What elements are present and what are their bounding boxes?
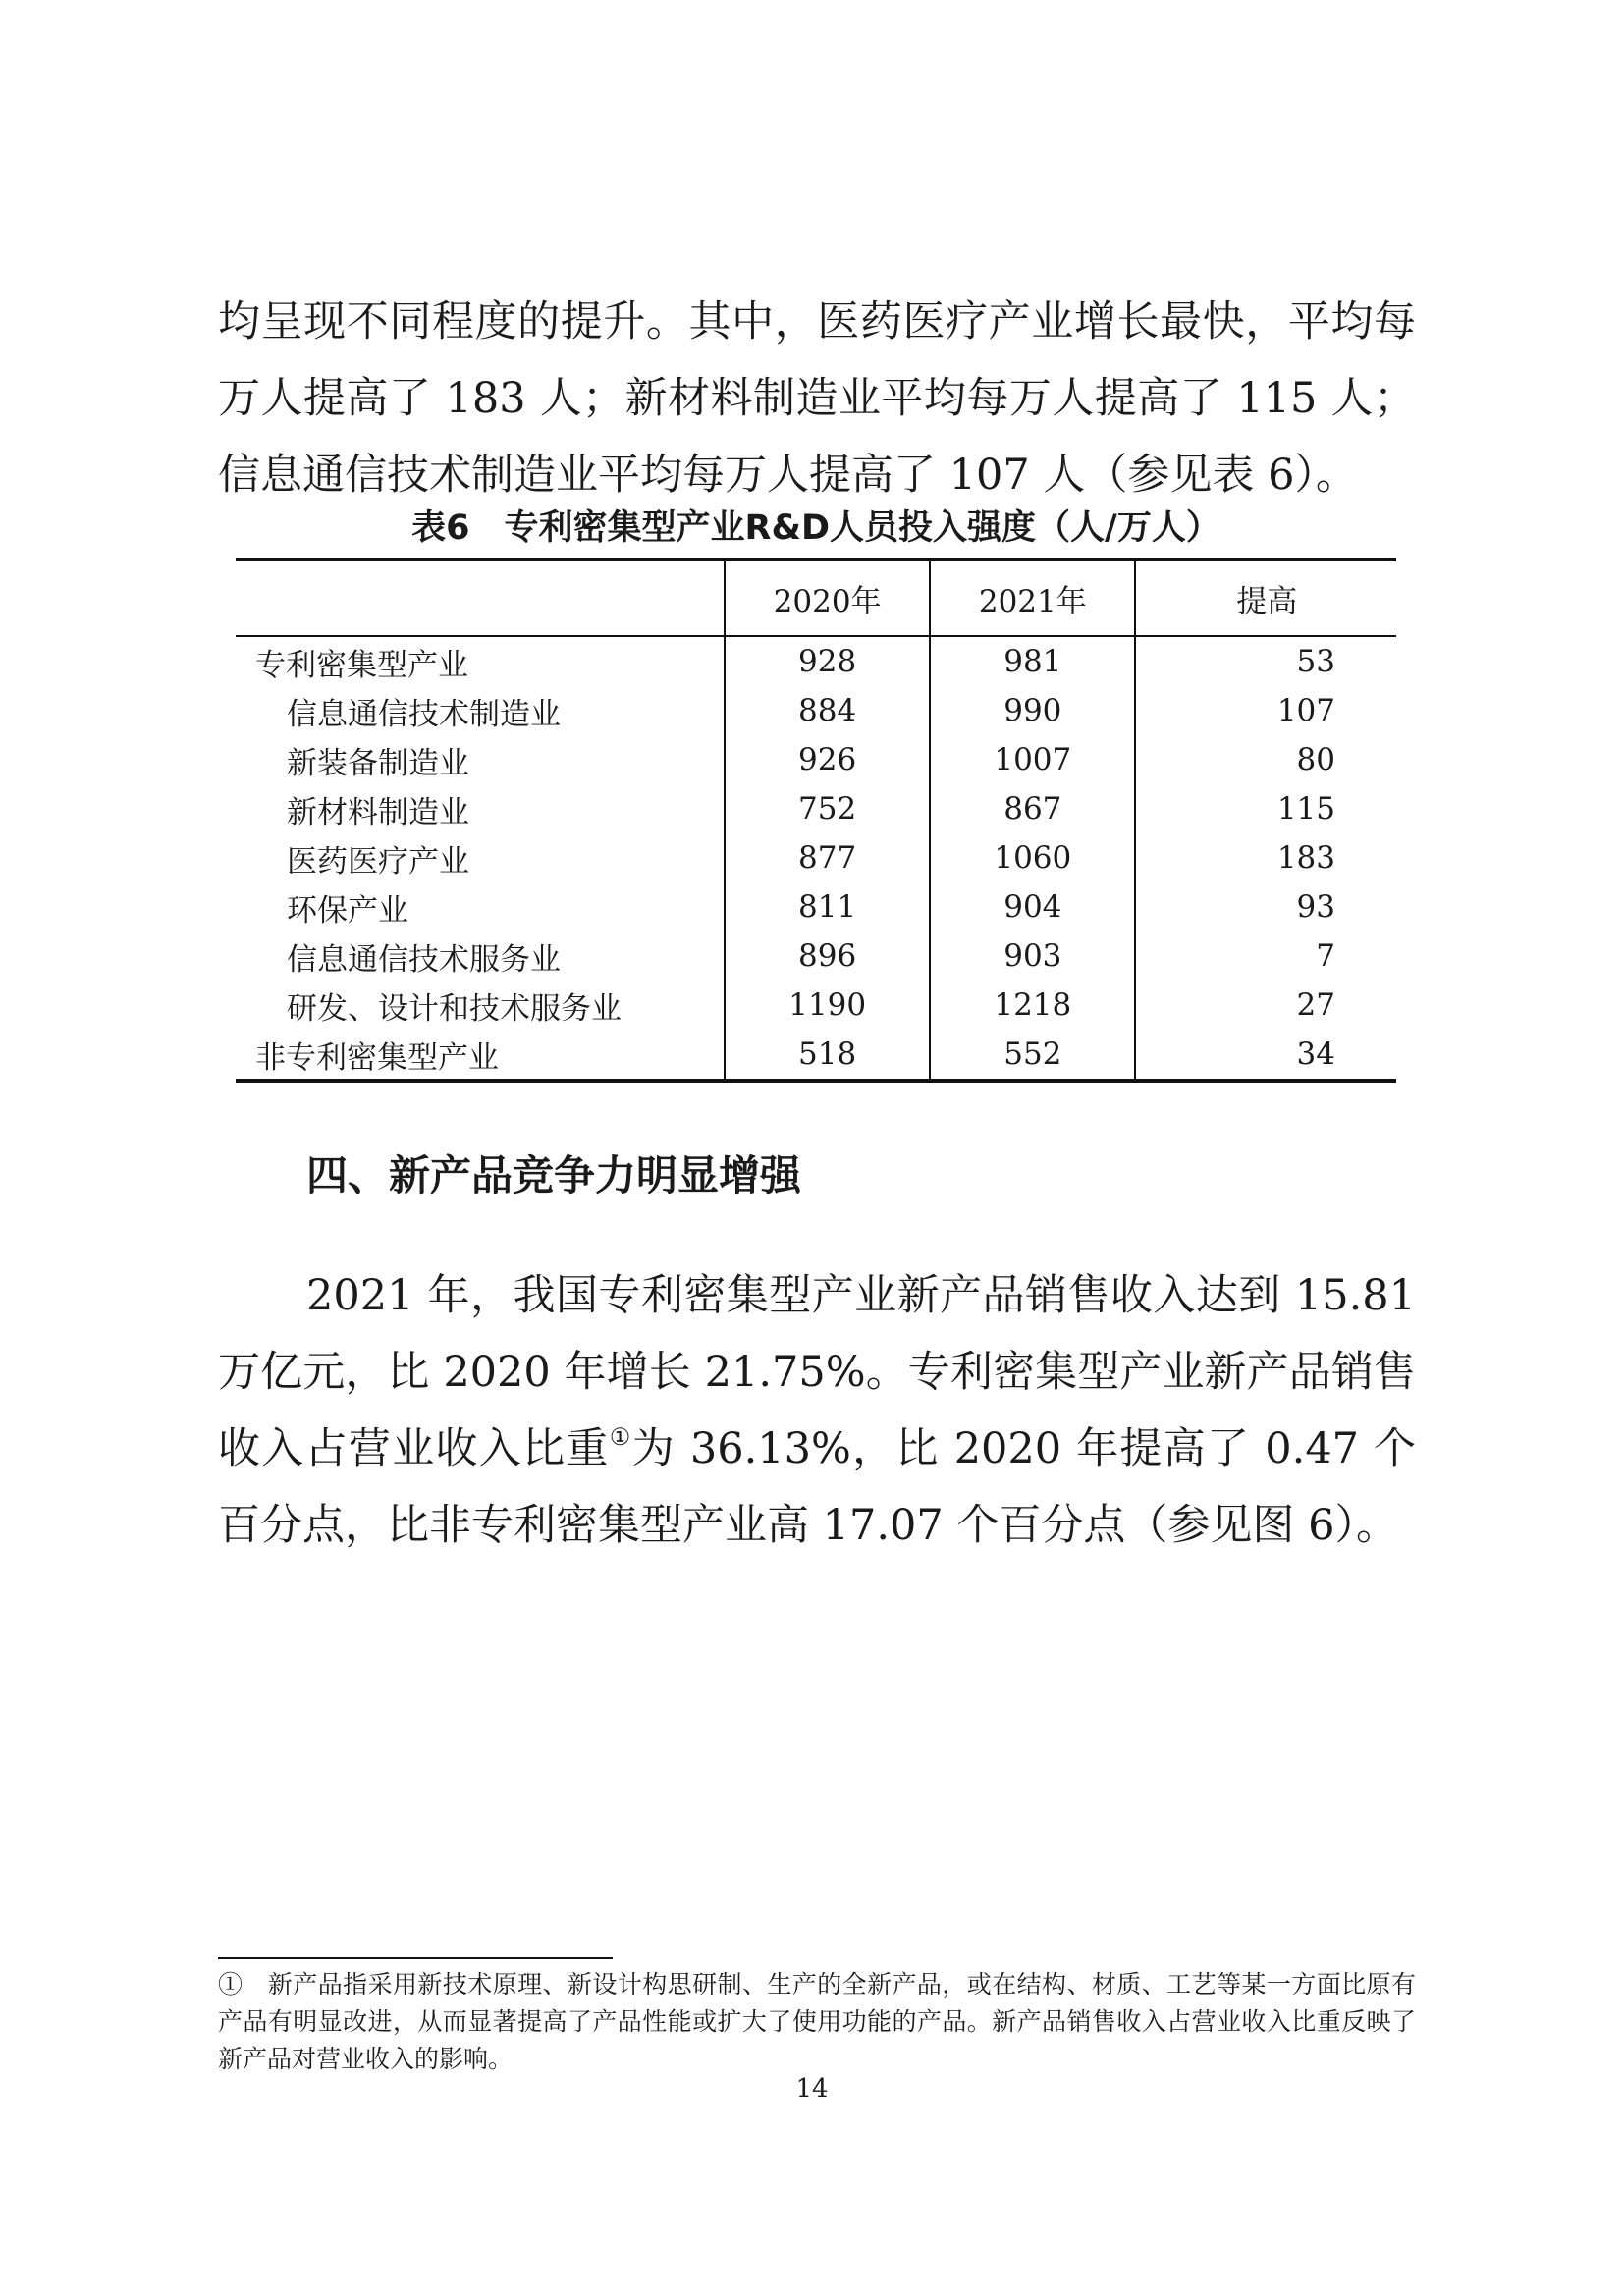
- row-name: 研发、设计和技术服务业: [287, 990, 622, 1027]
- footnote-text: 新产品指采用新技术原理、新设计构思研制、生产的全新产品，或在结构、材质、工艺等某一方面比原有产品有明显改进，从而显著提高了产品性能或扩大了使用功能的产品。新产品销售收入占营业收入比重反映了新产品对营业收入的影响。: [218, 1970, 1416, 2073]
- table-row: [236, 784, 1396, 833]
- row-2021: 903: [930, 932, 1135, 981]
- row-name: 信息通信技术制造业: [287, 696, 561, 732]
- table-row: [236, 636, 1396, 686]
- row-2020: 926: [725, 735, 930, 784]
- table-title: 表6 专利密集型产业R&D人员投入强度（人/万人）: [411, 508, 1220, 548]
- row-increase: 107: [1135, 686, 1396, 735]
- footnote: [218, 1966, 1416, 2078]
- row-2020: 811: [725, 882, 930, 932]
- header-increase: 提高: [1135, 560, 1396, 636]
- footnote-divider: [218, 1957, 613, 1959]
- row-increase: 183: [1135, 833, 1396, 882]
- row-2021: 904: [930, 882, 1135, 932]
- row-2020: 877: [725, 833, 930, 882]
- row-2021: 990: [930, 686, 1135, 735]
- header-2020: 2020年: [725, 560, 930, 636]
- table-row: [236, 932, 1396, 981]
- row-2020: 518: [725, 1030, 930, 1081]
- table-row: [236, 833, 1396, 882]
- row-increase: 93: [1135, 882, 1396, 932]
- row-2021: 1007: [930, 735, 1135, 784]
- row-2020: 1190: [725, 981, 930, 1030]
- row-increase: 7: [1135, 932, 1396, 981]
- section-heading: 四、新产品竞争力明显增强: [306, 1151, 802, 1200]
- table-row: [236, 882, 1396, 932]
- row-2021: 552: [930, 1030, 1135, 1081]
- table-row: [236, 1030, 1396, 1081]
- header-industry: [236, 560, 725, 636]
- row-name: 新材料制造业: [287, 794, 469, 830]
- table-row: [236, 735, 1396, 784]
- row-name: 医药医疗产业: [287, 843, 469, 880]
- row-increase: 80: [1135, 735, 1396, 784]
- paragraph-text: 2021 年，我国专利密集型产业新产品销售收入达到 15.81 万亿元，比 2020 年增长 21.75%。专利密集型产业新产品销售收入占营业收入比重: [218, 1271, 1416, 1473]
- row-2020: 896: [725, 932, 930, 981]
- row-2021: 1060: [930, 833, 1135, 882]
- footnote-reference[interactable]: ①: [609, 1423, 632, 1451]
- table-row: [236, 981, 1396, 1030]
- row-name: 专利密集型产业: [255, 647, 468, 683]
- row-name: 信息通信技术服务业: [287, 941, 561, 978]
- row-name: 环保产业: [287, 892, 408, 929]
- row-name: 非专利密集型产业: [236, 1030, 725, 1081]
- paragraph-text: 为 36.13%，比 2020 年提高了 0.47 个百分点，比非专利密集型产业高 17.07 个百分点（参见图 6）。: [218, 1424, 1417, 1550]
- row-2021: 867: [930, 784, 1135, 833]
- row-increase: 27: [1135, 981, 1396, 1030]
- table-row: [236, 686, 1396, 735]
- body-paragraph-2: [218, 1257, 1416, 1564]
- row-increase: 115: [1135, 784, 1396, 833]
- row-2020: 752: [725, 784, 930, 833]
- header-2021: 2021年: [930, 560, 1135, 636]
- row-2021: 981: [930, 636, 1135, 686]
- body-paragraph-1: 均呈现不同程度的提升。其中，医药医疗产业增长最快，平均每万人提高了 183 人；新材料制造业平均每万人提高了 115 人；信息通信技术制造业平均每万人提高了 107 人（参见表 6）。: [218, 297, 1416, 500]
- footnote-mark: ①: [218, 1970, 244, 1999]
- row-2021: 1218: [930, 981, 1135, 1030]
- page-number: 14: [795, 2074, 829, 2104]
- row-2020: 928: [725, 636, 930, 686]
- row-2020: 884: [725, 686, 930, 735]
- row-name: 新装备制造业: [287, 745, 469, 781]
- rd-intensity-table: [236, 558, 1396, 1083]
- table-header-row: [236, 560, 1396, 636]
- row-increase: 34: [1135, 1030, 1396, 1081]
- row-increase: 53: [1135, 636, 1396, 686]
